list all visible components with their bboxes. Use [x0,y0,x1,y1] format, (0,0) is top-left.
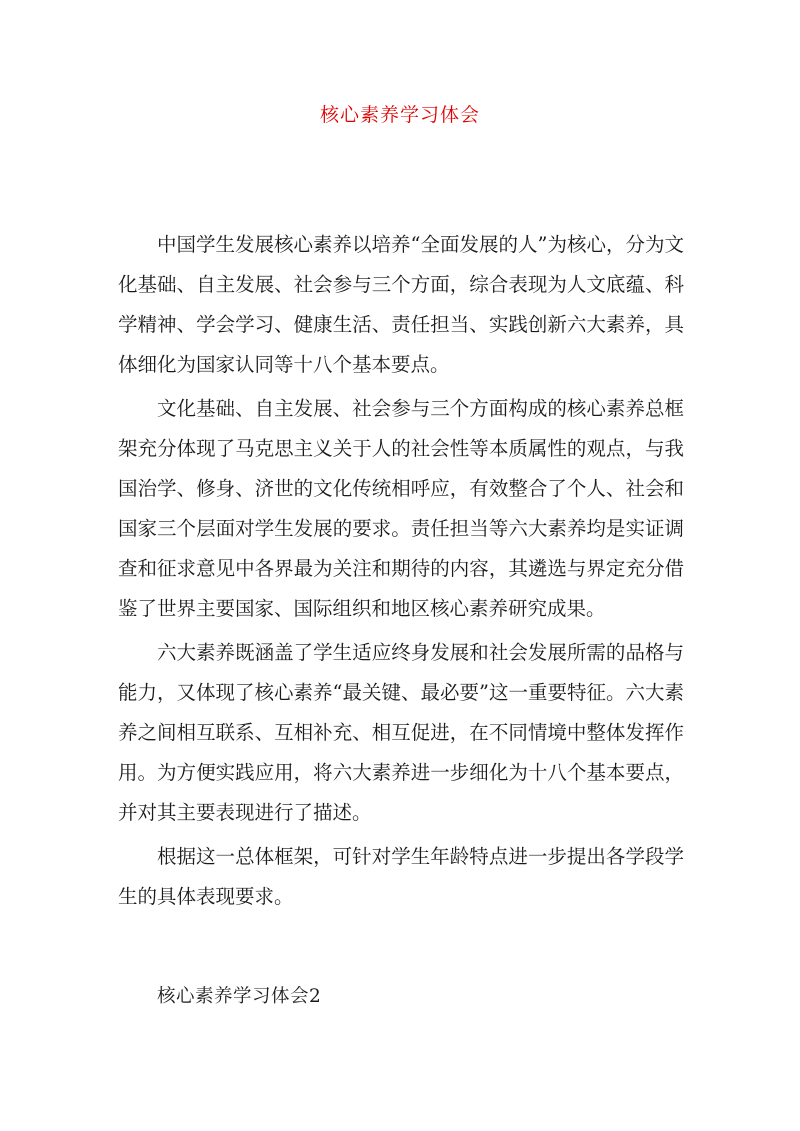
paragraph: 根据这一总体框架，可针对学生年龄特点进一步提出各学段学生的具体表现要求。 [118,845,684,908]
paragraph: 中国学生发展核心素养以培养“全面发展的人”为核心，分为文化基础、自主发展、社会参与三个方面，综合表现为人文底蕴、科学精神、学会学习、健康生活、责任担当、实践创新六大素养，具体细化为国家认同等十八个基本要点。 [118,233,684,376]
document-title: 核心素养学习体会 [319,104,480,126]
paragraph: 六大素养既涵盖了学生适应终身发展和社会发展所需的品格与能力，又体现了核心素养“最关键、最必要”这一重要特征。六大素养之间相互联系、互相补充、相互促进，在不同情境中整体发挥作用。为方便实践应用，将六大素养进一步细化为十八个基本要点，并对其主要表现进行了描述。 [118,641,684,824]
document-body [118,225,684,918]
paragraph: 文化基础、自主发展、社会参与三个方面构成的核心素养总框架充分体现了马克思主义关于人的社会性等本质属性的观点，与我国治学、修身、济世的文化传统相呼应，有效整合了个人、社会和国家三个层面对学生发展的要求。责任担当等六大素养均是实证调查和征求意见中各界最为关注和期待的内容，其遴选与界定充分借鉴了世界主要国家、国际组织和地区核心素养研究成果。 [118,397,684,620]
section-subheading: 核心素养学习体会2 [157,986,322,1007]
